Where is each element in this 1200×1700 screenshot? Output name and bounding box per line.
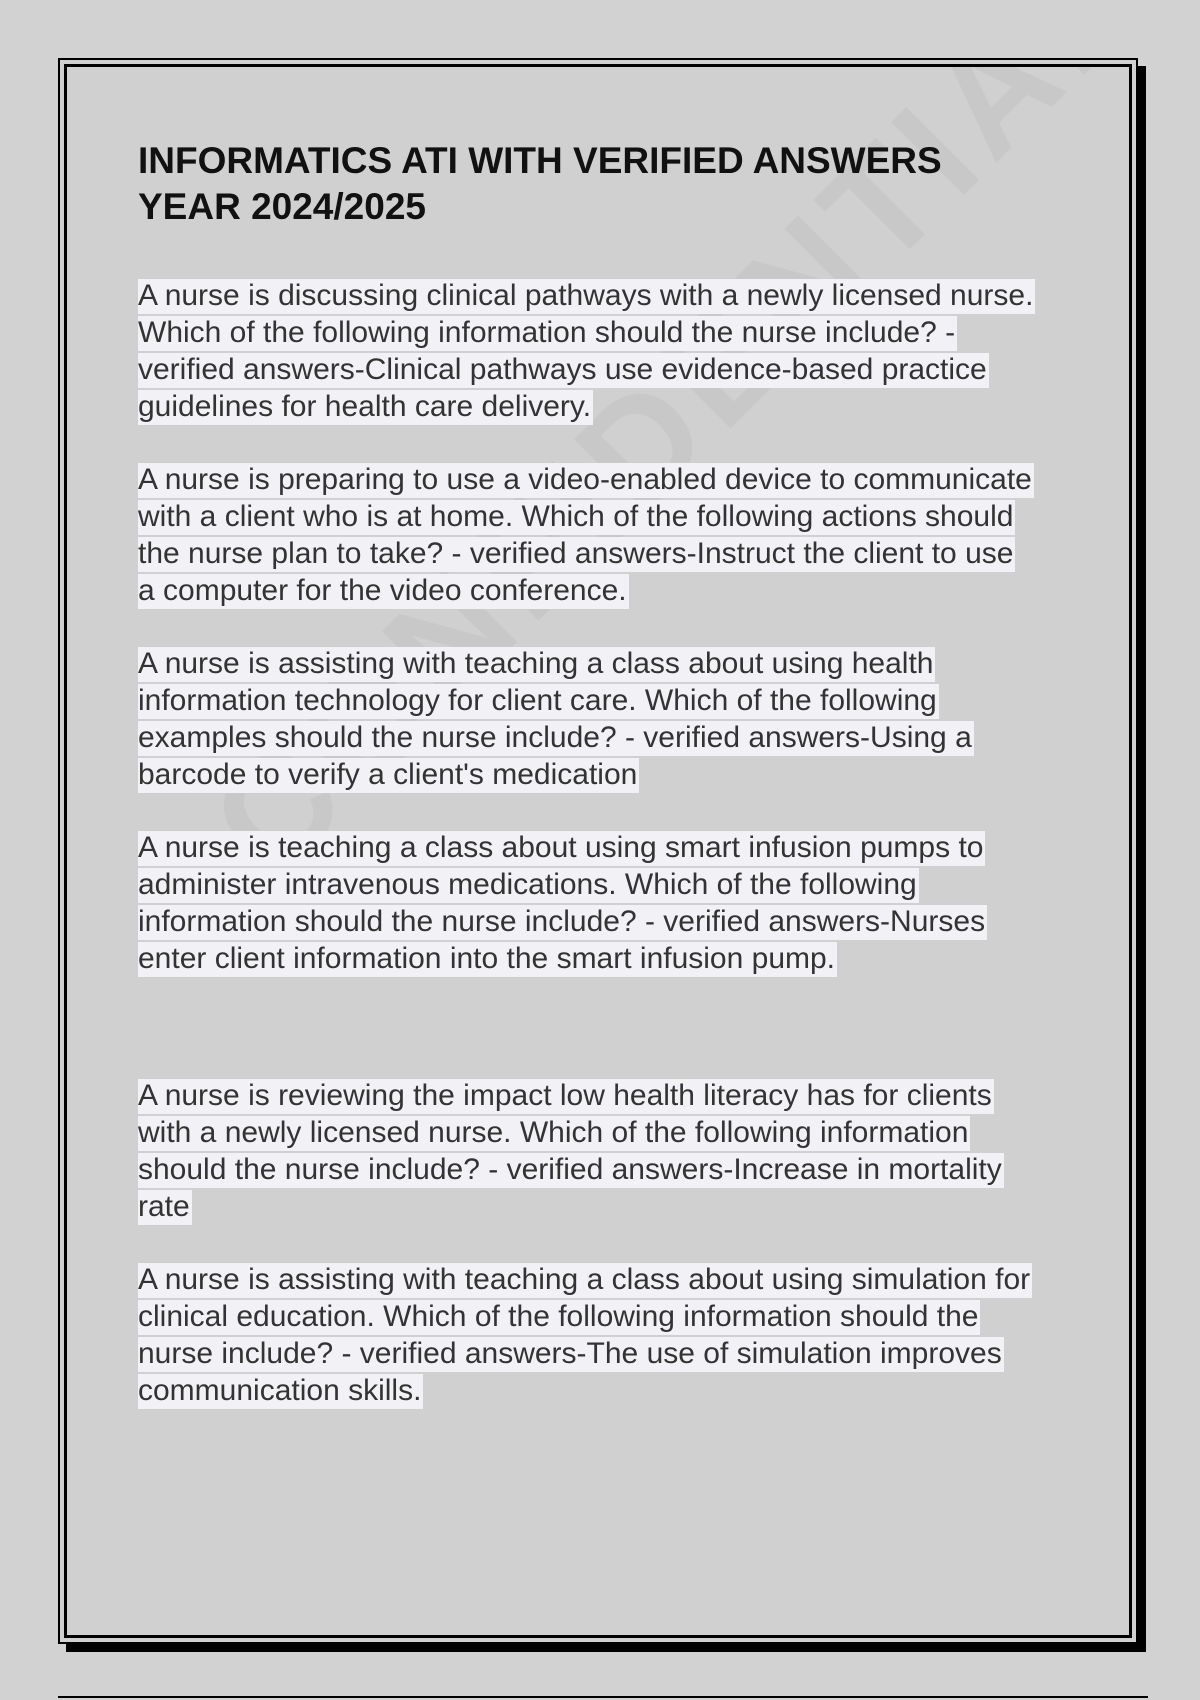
document-title (138, 138, 1038, 230)
qa-item-text: A nurse is reviewing the impact low health literacy has for clients with a newly licensed nurse. Which of the following information should the nurse include? - verified answers-Increase in mortality rate (138, 1079, 1002, 1223)
document-title-line-1: INFORMATICS ATI WITH VERIFIED ANSWERS (138, 140, 942, 181)
bottom-rule (58, 1696, 1148, 1698)
qa-item-1 (138, 277, 1038, 425)
qa-item-text: A nurse is assisting with teaching a class about using health information technology for client care. Which of the following examples should the nurse include? - verified answers-Using a barcode to verify a client's medication (138, 647, 972, 791)
document-content (138, 138, 1038, 1409)
qa-item-4 (138, 829, 1038, 977)
document-title-line-2: YEAR 2024/2025 (138, 186, 426, 227)
qa-item-2 (138, 461, 1038, 609)
qa-item-text: A nurse is preparing to use a video-enabled device to communicate with a client who is at home. Which of the following actions should the nurse plan to take? - verified answers-Instruct the client to use a computer for the video conference. (138, 463, 1032, 607)
qa-item-text: A nurse is assisting with teaching a class about using simulation for clinical education. Which of the following information should the nurse include? - verified answers-The use of simulation improves communication skills. (138, 1263, 1031, 1407)
qa-item-text: A nurse is teaching a class about using smart infusion pumps to administer intravenous medications. Which of the following information should the nurse include? - verified answers-Nurses enter client information into the smart infusion pump. (138, 831, 986, 975)
qa-item-6 (138, 1261, 1038, 1409)
qa-item-text: A nurse is discussing clinical pathways with a newly licensed nurse. Which of the following information should the nurse include? - verified answers-Clinical pathways use evidence-based practice guidelines for health care delivery. (138, 279, 1034, 423)
qa-item-3 (138, 645, 1038, 793)
qa-item-5 (138, 1077, 1038, 1225)
